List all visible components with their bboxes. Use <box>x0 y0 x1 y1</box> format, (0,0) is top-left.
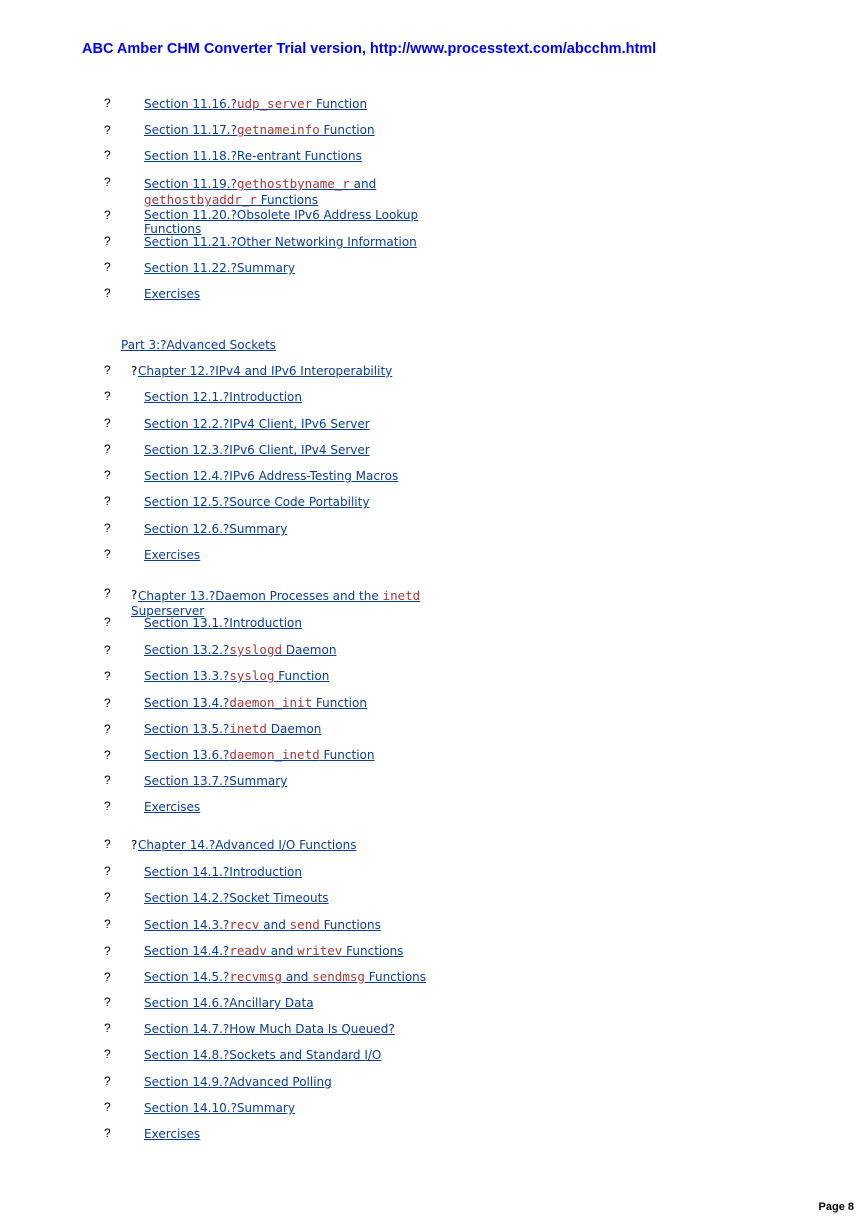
bullet-marker: ? <box>104 696 111 710</box>
toc-link-section-12-4[interactable]: Section 12.4.?IPv6 Address-Testing Macros <box>144 469 399 483</box>
toc-link-section-12-6[interactable]: Section 12.6.?Summary <box>144 522 288 536</box>
bullet-marker: ? <box>104 1074 111 1088</box>
toc-link-chapter-12[interactable]: Chapter 12.?IPv4 and IPv6 Interoperability <box>138 364 393 378</box>
bullet-marker: ? <box>104 363 111 377</box>
chapter-prefix: ? <box>131 588 138 602</box>
bullet-marker: ? <box>104 389 111 403</box>
bullet-marker: ? <box>104 799 111 813</box>
trial-banner: ABC Amber CHM Converter Trial version, http://www.processtext.com/abcchm.html <box>82 41 657 57</box>
bullet-marker: ? <box>104 416 111 430</box>
toc-link-section-13-7[interactable]: Section 13.7.?Summary <box>144 774 288 788</box>
toc-link-section-12-3[interactable]: Section 12.3.?IPv6 Client, IPv4 Server <box>144 443 370 457</box>
toc-link-part-3[interactable]: Part 3:?Advanced Sockets <box>121 338 277 352</box>
toc-link-section-14-6[interactable]: Section 14.6.?Ancillary Data <box>144 996 314 1010</box>
code-text: syslogd <box>229 642 282 657</box>
bullet-marker: ? <box>104 468 111 482</box>
toc-link-section-11-19[interactable]: Section 11.19.?gethostbyname_r and gethostbyaddr_r Functions <box>144 176 377 207</box>
bullet-marker: ? <box>104 442 111 456</box>
bullet-marker: ? <box>104 521 111 535</box>
chapter-prefix: ? <box>131 838 138 852</box>
bullet-marker: ? <box>104 669 111 683</box>
toc-link-section-14-3[interactable]: Section 14.3.?recv and send Functions <box>144 917 381 932</box>
bullet-marker: ? <box>104 773 111 787</box>
bullet-marker: ? <box>104 748 111 762</box>
toc-link-section-12-5[interactable]: Section 12.5.?Source Code Portability <box>144 495 370 509</box>
bullet-marker: ? <box>104 208 111 222</box>
bullet-marker: ? <box>104 286 111 300</box>
bullet-marker: ? <box>104 96 111 110</box>
code-text: send <box>289 917 320 932</box>
bullet-marker: ? <box>104 837 111 851</box>
bullet-marker: ? <box>104 864 111 878</box>
bullet-marker: ? <box>104 547 111 561</box>
bullet-marker: ? <box>104 260 111 274</box>
bullet-marker: ? <box>104 123 111 137</box>
code-text: syslog <box>229 668 275 683</box>
toc-link-section-12-2[interactable]: Section 12.2.?IPv4 Client, IPv6 Server <box>144 417 370 431</box>
toc-link-chapter-14[interactable]: Chapter 14.?Advanced I/O Functions <box>138 838 357 852</box>
toc-link-section-13-1[interactable]: Section 13.1.?Introduction <box>144 616 302 630</box>
toc-link-section-14-9[interactable]: Section 14.9.?Advanced Polling <box>144 1075 332 1089</box>
code-text: inetd <box>229 721 267 736</box>
toc-link-section-14-1[interactable]: Section 14.1.?Introduction <box>144 865 302 879</box>
bullet-marker: ? <box>104 1021 111 1035</box>
bullet-marker: ? <box>104 148 111 162</box>
bullet-marker: ? <box>104 1126 111 1140</box>
code-text: recv <box>229 917 260 932</box>
toc-link-section-14-8[interactable]: Section 14.8.?Sockets and Standard I/O <box>144 1048 382 1062</box>
toc-link-section-14-4[interactable]: Section 14.4.?readv and writev Functions <box>144 943 404 958</box>
bullet-marker: ? <box>104 890 111 904</box>
code-text: getnameinfo <box>236 122 320 137</box>
code-text: readv <box>229 943 267 958</box>
toc-link-section-13-6[interactable]: Section 13.6.?daemon_inetd Function <box>144 747 375 762</box>
bullet-marker: ? <box>104 917 111 931</box>
toc-link-section-11-21[interactable]: Section 11.21.?Other Networking Information <box>144 235 417 249</box>
code-text: udp_server <box>236 96 313 111</box>
bullet-marker: ? <box>104 175 111 189</box>
bullet-marker: ? <box>104 995 111 1009</box>
toc-link-exercises-14[interactable]: Exercises <box>144 1127 201 1141</box>
toc-link-section-11-20[interactable]: Section 11.20.?Obsolete IPv6 Address Lookup Functions <box>144 208 419 236</box>
toc-link-section-13-3[interactable]: Section 13.3.?syslog Function <box>144 668 330 683</box>
code-text: gethostbyaddr_r <box>144 192 257 207</box>
toc-link-section-11-17[interactable]: Section 11.17.?getnameinfo Function <box>144 122 375 137</box>
code-text: daemon_inetd <box>229 747 320 762</box>
bullet-marker: ? <box>104 586 111 600</box>
bullet-marker: ? <box>104 494 111 508</box>
bullet-marker: ? <box>104 234 111 248</box>
chapter-prefix: ? <box>131 364 138 378</box>
code-text: sendmsg <box>312 969 365 984</box>
toc-link-chapter-13[interactable]: Chapter 13.?Daemon Processes and the inetd Superserver <box>131 588 421 618</box>
toc-link-section-13-2[interactable]: Section 13.2.?syslogd Daemon <box>144 642 337 657</box>
bullet-marker: ? <box>104 1047 111 1061</box>
bullet-marker: ? <box>104 944 111 958</box>
code-text: writev <box>297 943 343 958</box>
bullet-marker: ? <box>104 615 111 629</box>
toc-link-section-14-5[interactable]: Section 14.5.?recvmsg and sendmsg Functions <box>144 969 427 984</box>
code-text: daemon_init <box>229 695 313 710</box>
toc-link-exercises-11[interactable]: Exercises <box>144 287 201 301</box>
code-text: inetd <box>382 588 421 603</box>
bullet-marker: ? <box>104 722 111 736</box>
code-text: gethostbyname_r <box>236 176 350 191</box>
toc-link-section-11-22[interactable]: Section 11.22.?Summary <box>144 261 295 275</box>
toc-link-section-11-18[interactable]: Section 11.18.?Re-entrant Functions <box>144 149 362 163</box>
toc-link-section-12-1[interactable]: Section 12.1.?Introduction <box>144 390 302 404</box>
bullet-marker: ? <box>104 643 111 657</box>
code-text: recvmsg <box>229 969 282 984</box>
toc-link-section-14-7[interactable]: Section 14.7.?How Much Data Is Queued? <box>144 1022 395 1036</box>
toc-link-section-13-5[interactable]: Section 13.5.?inetd Daemon <box>144 721 322 736</box>
toc-link-section-11-16[interactable]: Section 11.16.?udp_server Function <box>144 96 368 111</box>
bullet-marker: ? <box>104 1100 111 1114</box>
toc-link-exercises-13[interactable]: Exercises <box>144 800 201 814</box>
toc-link-section-14-10[interactable]: Section 14.10.?Summary <box>144 1101 295 1115</box>
toc-link-section-14-2[interactable]: Section 14.2.?Socket Timeouts <box>144 891 329 905</box>
toc-link-section-13-4[interactable]: Section 13.4.?daemon_init Function <box>144 695 367 710</box>
page-number: Page 8 <box>818 1201 854 1213</box>
bullet-marker: ? <box>104 970 111 984</box>
toc-link-exercises-12[interactable]: Exercises <box>144 548 201 562</box>
